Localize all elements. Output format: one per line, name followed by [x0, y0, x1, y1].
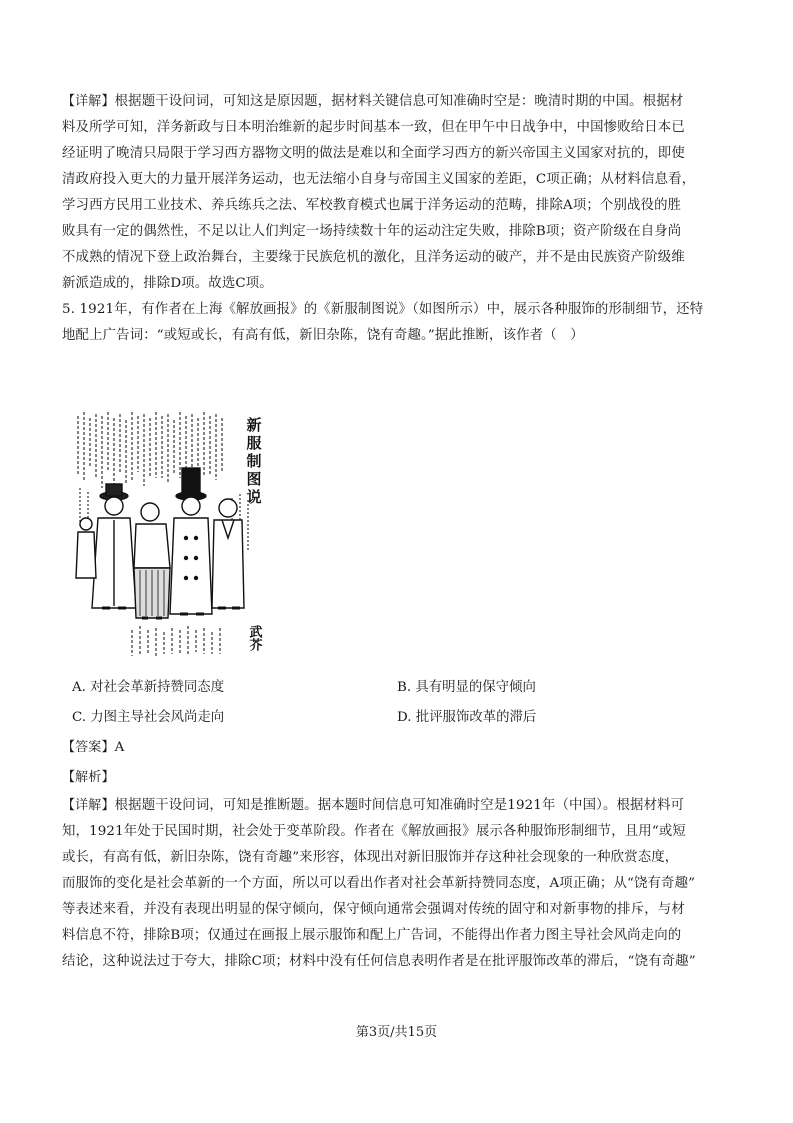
title-char: 制: [246, 452, 262, 470]
title-char: 图: [246, 470, 262, 488]
title-char: 服: [246, 434, 262, 452]
illustration-drawing: [72, 408, 272, 662]
answer-value: A: [114, 740, 125, 755]
paragraph-line: 【详解】根据题干设问词，可知这是原因题，据材料关键信息可知准确时空是：晚清时期的中国。根据材: [62, 94, 684, 109]
detail-line: 知，1921年处于民国时期，社会处于变革阶段。作者在《解放画报》展示各种服饰形制细节，且用“或短: [62, 824, 686, 839]
question-stem-line: 地配上广告词：“或短或长，有高有低，新旧杂陈，饶有奇趣。”据此推断，该作者（ ）: [62, 328, 584, 343]
answer-line: [62, 738, 742, 758]
title-char: 说: [246, 488, 262, 506]
detail-line: 结论，这种说法过于夸大，排除C项；材料中没有任何信息表明作者是在批评服饰改革的滞后，“饶有奇趣”: [62, 954, 696, 969]
paragraph-line: 清政府投入更大的力量开展洋务运动，也无法缩小自身与帝国主义国家的差距，C项正确；从材料信息看，: [62, 172, 696, 187]
paragraph-line: 不成熟的情况下登上政治舞台，主要缘于民族危机的激化，且洋务运动的破产，并不是由民族资产阶级维: [62, 250, 685, 265]
page-number: 第3页/共15页: [355, 1025, 438, 1040]
option-d[interactable]: D. 批评服饰改革的滞后: [397, 710, 537, 725]
option-c[interactable]: C. 力图主导社会风尚走向: [72, 710, 225, 725]
answer-tag: 【答案】: [62, 740, 115, 755]
detail-line: 等表述来看，并没有表现出明显的保守倾向，保守倾向通常会强调对传统的固守和对新事物的排斥，与材: [62, 902, 685, 917]
paragraph-line: 学习西方民用工业技术、养兵练兵之法、军校教育模式也属于洋务运动的范畴，排除A项；个别战役的胜: [62, 198, 682, 213]
analysis-heading: 【解析】: [62, 770, 115, 785]
detail-line: 料信息不符，排除B项；仅通过在画报上展示服饰和配上广告词，不能得出作者力图主导社会风尚走向的: [62, 928, 682, 943]
paragraph-line: 败具有一定的偶然性，不足以让人们判定一场持续数十年的运动注定失败，排除B项；资产阶级在自身尚: [62, 224, 682, 239]
paragraph-line: 经证明了晚清只局限于学习西方器物文明的做法是难以和全面学习西方的新兴帝国主义国家对抗的，即使: [62, 146, 685, 161]
illustration-title: [246, 416, 262, 506]
title-char: 新: [246, 416, 262, 434]
paragraph-line: 新派造成的，排除D项。故选C项。: [62, 276, 273, 291]
detail-tag: 【详解】: [62, 798, 115, 813]
option-a[interactable]: A. 对社会革新持赞同态度: [72, 680, 225, 695]
detail-tag: 【详解】: [62, 94, 115, 109]
detail-line: 或长，有高有低，新旧杂陈，饶有奇趣”来形容，体现出对新旧服饰并存这种社会现象的一种欣赏态度，: [62, 850, 679, 865]
costume-illustration: [72, 408, 272, 662]
detail-line: 而服饰的变化是社会革新的一个方面，所以可以看出作者对社会革新持赞同态度，A项正确；从“饶有奇趣”: [62, 876, 696, 891]
option-b[interactable]: B. 具有明显的保守倾向: [397, 680, 536, 695]
question-stem-line: 5. 1921年，有作者在上海《解放画报》的《新服制图说》（如图所示）中，展示各种服饰的形制细节，还特: [62, 302, 704, 317]
detail-line: 【详解】根据题干设问词，可知是推断题。据本题时间信息可知准确时空是1921年（中国）。根据材料可: [62, 798, 685, 813]
illustration-signature: 武芥: [246, 625, 262, 651]
paragraph-line: 料及所学可知，洋务新政与日本明治维新的起步时间基本一致，但在甲午中日战争中，中国惨败给日本已: [62, 120, 685, 135]
